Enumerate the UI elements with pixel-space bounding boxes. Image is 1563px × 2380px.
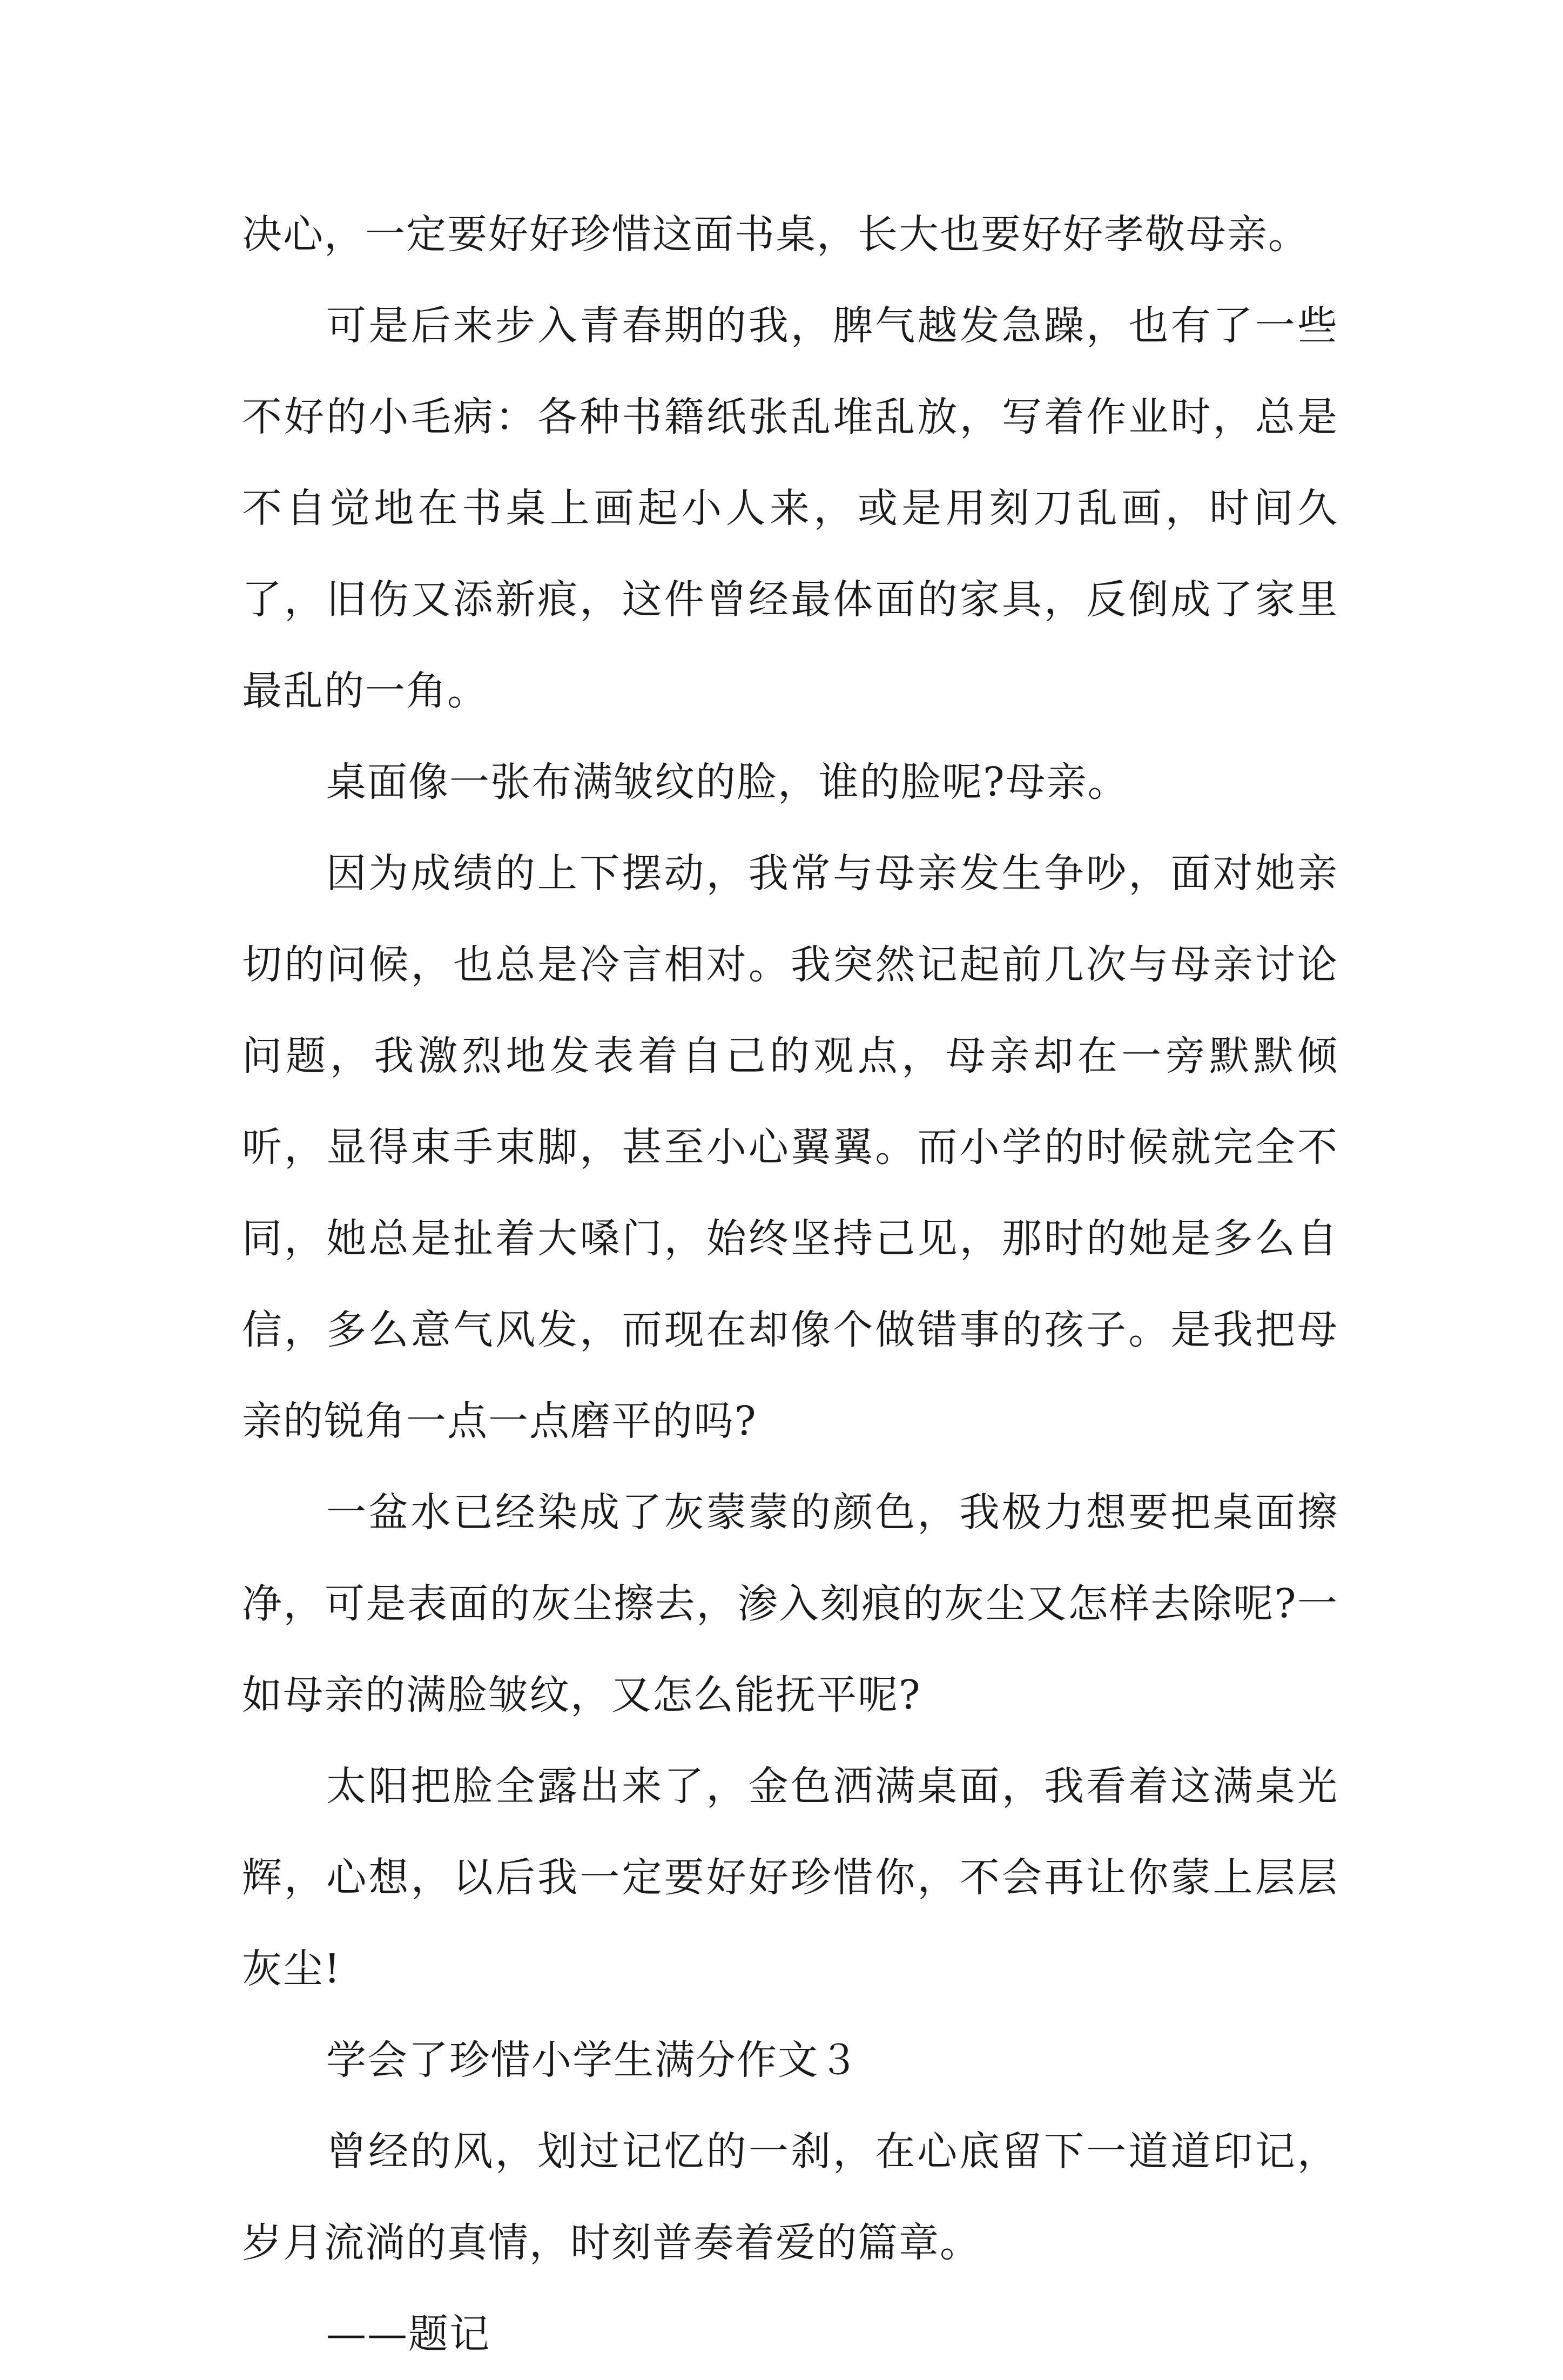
document-body bbox=[242, 189, 1338, 2380]
paragraph-wiping-desk: 一盆水已经染成了灰蒙蒙的颜色，我极力想要把桌面擦净，可是表面的灰尘擦去，渗入刻痕的灰尘又怎样去除呢?一如母亲的满脸皱纹，又怎么能抚平呢? bbox=[242, 1489, 1338, 1718]
section-title: 学会了珍惜小学生满分作文３ bbox=[326, 2037, 860, 2083]
epigraph-signature: ——题记 bbox=[326, 2311, 490, 2357]
paragraph-adolescence: 可是后来步入青春期的我，脾气越发急躁，也有了一些不好的小毛病：各种书籍纸张乱堆乱放，写着作业时，总是不自觉地在书桌上画起小人来，或是用刻刀乱画，时间久了，旧伤又添新痕，这件曾经最体面的家具，反倒成了家里最乱的一角。 bbox=[242, 302, 1338, 714]
paragraph-wrinkled-face: 桌面像一张布满皱纹的脸，谁的脸呢?母亲。 bbox=[326, 759, 1129, 805]
paragraph-continuation: 决心，一定要好好珍惜这面书桌，长大也要好好孝敬母亲。 bbox=[242, 211, 1309, 258]
paragraph-intro: 曾经的风，划过记忆的一刹，在心底留下一道道印记，岁月流淌的真情，时刻普奏着爱的篇章。 bbox=[242, 2128, 1338, 2266]
paragraph-sunlight: 太阳把脸全露出来了，金色洒满桌面，我看着这满桌光辉，心想，以后我一定要好好珍惜你，不会再让你蒙上层层灰尘! bbox=[242, 1763, 1338, 1992]
paragraph-mother-arguments: 因为成绩的上下摆动，我常与母亲发生争吵，面对她亲切的问候，也总是冷言相对。我突然记起前几次与母亲讨论问题，我激烈地发表着自己的观点，母亲却在一旁默默倾听，显得束手束脚，甚至小心翼翼。而小学的时候就完全不同，她总是扯着大嗓门，始终坚持己见，那时的她是多么自信，多么意气风发，而现在却像个做错事的孩子。是我把母亲的锐角一点一点磨平的吗? bbox=[242, 850, 1338, 1444]
